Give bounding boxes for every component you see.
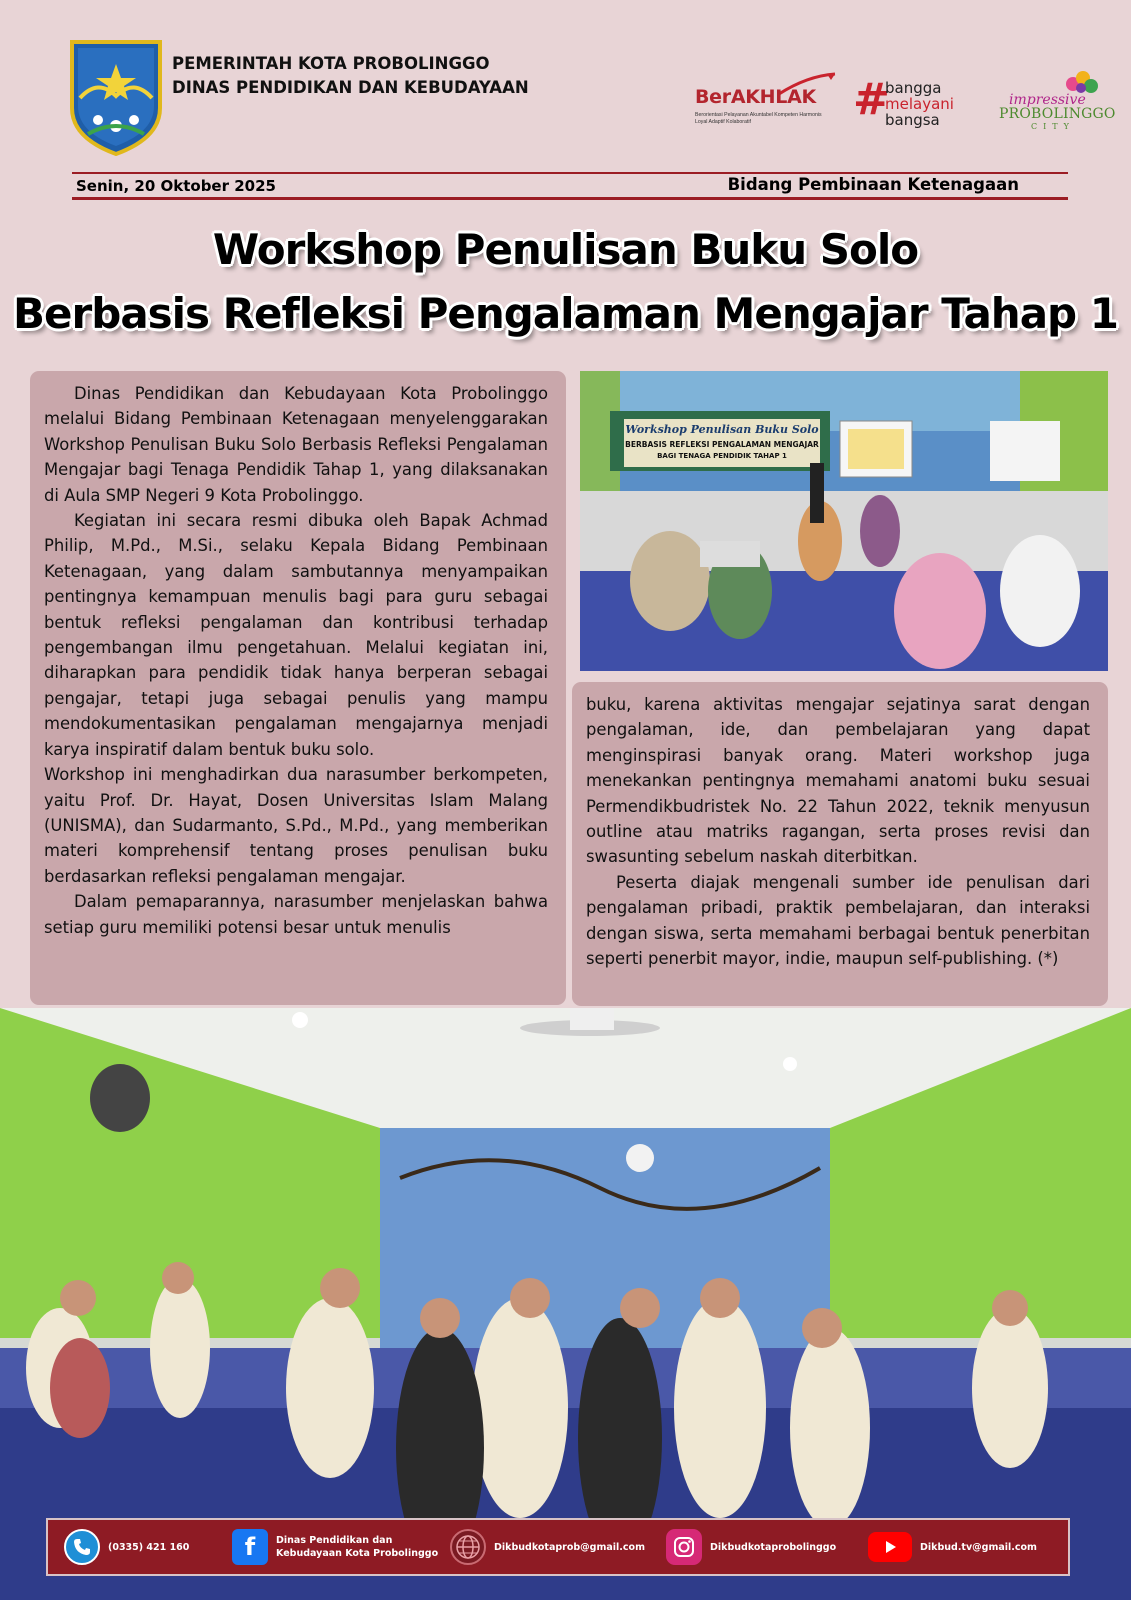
youtube-email: Dikbud.tv@gmail.com (920, 1541, 1037, 1553)
banner-subtitle-1: BERBASIS REFLEKSI PENGALAMAN MENGAJAR (625, 440, 819, 449)
department-label: Bidang Pembinaan Ketenagaan (727, 175, 1019, 194)
bangga-melayani-bangsa-logo (853, 72, 981, 132)
header-logos (695, 70, 1116, 134)
city-text: CITY (1031, 122, 1075, 131)
paragraph-5: buku, karena aktivitas mengajar sejatinya sarat dengan pengalaman, ide, dan pembelajaran yang dapat menginspirasi banyak orang. Materi workshop juga menekankan pentingnya memahami anatomi buku sesuai Permendikbudristek No. 22 Tahun 2022, teknik menyusun outline atau matriks ragangan, serta proses revisi dan swasunting sebelum naskah diterbitkan. (586, 695, 1090, 867)
paragraph-3: Workshop ini menghadirkan dua narasumber berkompeten, yaitu Prof. Dr. Hayat, Dosen Universitas Islam Malang (UNISMA), dan Sudarmanto, S.Pd., M.Pd., yang memberikan materi komprehensif tentang proses penulisan buku berdasarkan refleksi pengalaman mengajar. (44, 765, 548, 886)
banner-title: Workshop Penulisan Buku Solo (625, 423, 819, 436)
email-address: Dikbudkotaprob@gmail.com (494, 1541, 645, 1553)
footer-email[interactable] (450, 1520, 645, 1574)
organization-name (172, 52, 529, 100)
group-photo (0, 1008, 1131, 1600)
phone-icon (64, 1529, 100, 1565)
facebook-line-1: Dinas Pendidikan dan (276, 1535, 393, 1546)
divider-bottom (72, 197, 1068, 200)
article-left-column (30, 371, 566, 1005)
paragraph-4: Dalam pemaparannya, narasumber menjelaskan bahwa setiap guru memiliki potensi besar untuk menulis (44, 892, 548, 937)
facebook-icon: f (232, 1529, 268, 1565)
title-line-1: Workshop Penulisan Buku Solo (212, 225, 919, 274)
phone-number: (0335) 421 160 (108, 1541, 190, 1553)
publish-date: Senin, 20 Oktober 2025 (76, 177, 276, 195)
facebook-line-2: Kebudayaan Kota Probolinggo (276, 1548, 439, 1559)
bangsa-word: bangsa (885, 111, 940, 129)
hashtag-icon: # (853, 74, 890, 125)
globe-icon (450, 1529, 486, 1565)
article-right-column (572, 682, 1108, 1006)
bangga-word: bangga (885, 79, 942, 97)
article-title (0, 218, 1131, 346)
org-line-2: DINAS PENDIDIKAN DAN KEBUDAYAAN (172, 78, 529, 97)
workshop-session-photo (580, 371, 1108, 671)
paragraph-1: Dinas Pendidikan dan Kebudayaan Kota Probolinggo melalui Bidang Pembinaan Ketenagaan menyelenggarakan Workshop Penulisan Buku Solo Berbasis Refleksi Pengalaman Mengajar bagi Tenaga Pendidik Tahap 1, yang dilaksanakan di Aula SMP Negeri 9 Kota Probolinggo. (44, 384, 548, 505)
berakhlak-text: BerAKHLAK (695, 86, 816, 108)
footer-instagram[interactable] (666, 1520, 836, 1574)
footer-phone[interactable] (64, 1520, 189, 1574)
probolinggo-crest-icon (68, 38, 164, 156)
instagram-handle: Dikbudkotaprobolinggo (710, 1541, 837, 1553)
impressive-probolinggo-logo (999, 70, 1116, 134)
footer-facebook[interactable] (232, 1520, 438, 1574)
divider-top (72, 172, 1068, 174)
probolinggo-text: PROBOLINGGO (999, 106, 1116, 122)
title-line-2: Berbasis Refleksi Pengalaman Mengajar Tahap 1 (13, 289, 1118, 338)
paragraph-6: Peserta diajak mengenali sumber ide penulisan dari pengalaman pribadi, praktik pembelajaran, dan interaksi dengan siswa, serta memahami berbagai bentuk penerbitan seperti penerbit mayor, indie, maupun self-publishing. (*) (586, 872, 1090, 969)
berakhlak-subtitle: Berorientasi Pelayanan Akuntabel Kompeten Harmonis Loyal Adaptif Kolaboratif (695, 112, 822, 125)
berakhlak-logo (695, 72, 835, 132)
org-line-1: PEMERINTAH KOTA PROBOLINGGO (172, 54, 490, 73)
impressive-text: impressive (1009, 92, 1086, 108)
youtube-icon (868, 1532, 912, 1562)
footer-youtube[interactable] (868, 1520, 1037, 1574)
paragraph-2: Kegiatan ini secara resmi dibuka oleh Bapak Achmad Philip, M.Pd., M.Si., selaku Kepala Bidang Pembinaan Ketenagaan, yang dalam sambutannya menyampaikan pentingnya kemampuan menulis bagi para guru sebagai bentuk refleksi pengalaman dan kontribusi terhadap pengembangan ilmu pengetahuan. Melalui kegiatan ini, diharapkan para pendidik tidak hanya berperan sebagai pengajar, tetapi juga sebagai penulis yang mampu mendokumentasikan pengalaman mengajarnya menjadi karya inspiratif dalam bentuk buku solo. (44, 511, 548, 759)
instagram-icon (666, 1529, 702, 1565)
banner-subtitle-2: BAGI TENAGA PENDIDIK TAHAP 1 (657, 452, 787, 460)
contact-footer (46, 1518, 1070, 1576)
melayani-word: melayani (885, 95, 954, 113)
